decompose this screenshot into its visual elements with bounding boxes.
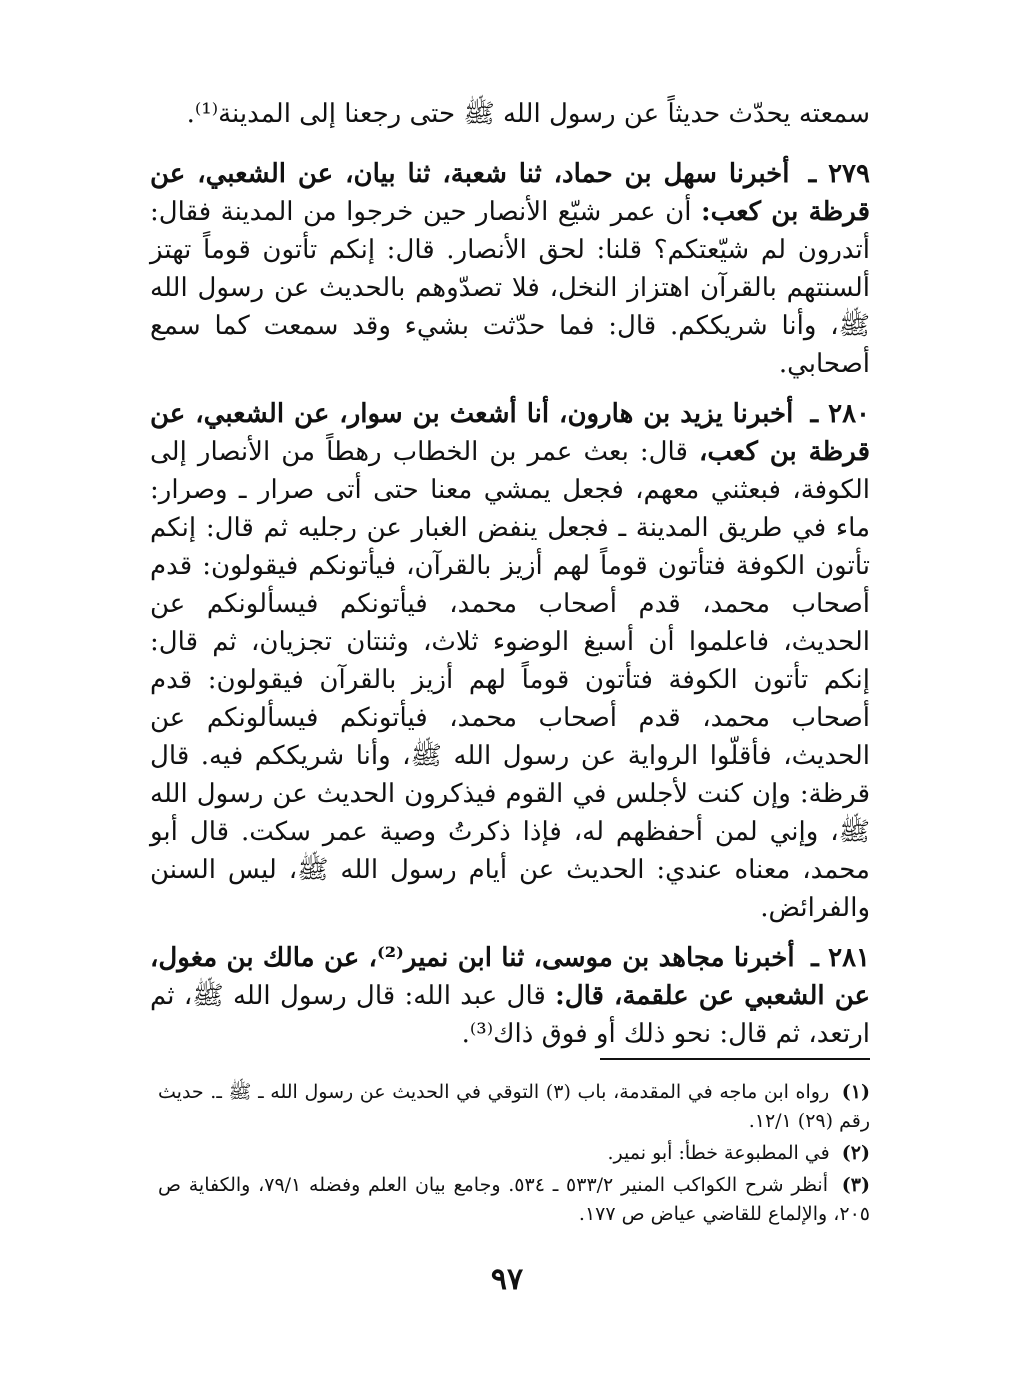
hadith-279 [150,155,870,383]
hadith-matn: أن عمر شيّع الأنصار حين خرجوا من المدينة فقال: أتدرون لم شيّعتكم؟ قلنا: لحق الأنصار. قال: إنكم تأتون قوماً تهتز ألسنتهم بالقرآن اهتزاز النخل، فلا تصدّوهم بالحديث عن رسول الله ﷺ، وأنا شريككم. قال: فما حدّثت بشيء وقد سمعت كما سمع أصحابي. [150,197,871,379]
hadith-isnad: أخبرنا يزيد بن هارون، أنا أشعث بن سوار، عن الشعبي، عن قرظة بن كعب، [150,399,870,467]
hadith-280 [150,395,870,927]
footnote-text: رواه ابن ماجه في المقدمة، باب (٣) التوقي في الحديث عن رسول الله ـ ﷺ ـ. حديث رقم (٢٩) ١٢/١. [158,1081,870,1132]
hadith-matn: قال: بعث عمر بن الخطاب رهطاً من الأنصار إلى الكوفة، فبعثني معهم، فجعل يمشي معنا حتى أتى صرار ـ وصرار: ماء في طريق المدينة ـ فجعل ينفض الغبار عن رجليه ثم قال: إنكم تأتون الكوفة فتأتون قوماً لهم أزيز بالقرآن، فيأتونكم فيقولون: قدم أصحاب محمد، قدم أصحاب محمد، فيأتونكم فيسألونكم عن الحديث، فاعلموا أن أسبغ الوضوء ثلاث، وثنتان تجزيان، ثم قال: إنكم تأتون الكوفة فتأتون قوماً لهم أزيز بالقرآن فيقولون: قدم أصحاب محمد، قدم أصحاب محمد، فيأتونكم فيسألونكم عن الحديث، فأقلّوا الرواية عن رسول الله ﷺ، وأنا شريككم فيه. قال قرظة: وإن كنت لأجلس في القوم فيذكرون الحديث عن رسول الله ﷺ، وإني لمن أحفظهم له، فإذا ذكرتُ وصية عمر سكت. قال أبو محمد، معناه عندي: الحديث عن أيام رسول الله ﷺ، ليس السنن والفرائض. [150,437,871,923]
footnote-text: في المطبوعة خطأ: أبو نمير. [607,1142,830,1164]
footnote-separator [600,1058,870,1060]
hadith-number: ٢٨٠ ـ [810,399,871,429]
page-number: ٩٧ [490,1262,524,1297]
footnote-2 [158,1139,870,1168]
footnote-3 [158,1171,870,1229]
hadith-number: ٢٧٩ ـ [808,159,870,189]
footnote-mark: (٣) [841,1174,870,1196]
main-text [150,95,870,1065]
footnote-mark: (٢) [841,1142,870,1164]
footnote-text: أنظر شرح الكواكب المنير ٥٣٣/٢ ـ ٥٣٤. وجامع بيان العلم وفضله ٧٩/١، والكفاية ص ٢٠٥، والإلماع للقاضي عياض ص ١٧٧. [158,1174,870,1225]
hadith-isnad: أخبرنا سهل بن حماد، ثنا شعبة، ثنا بيان، عن الشعبي، عن قرظة بن كعب: [150,159,871,227]
hadith-matn: قال عبد الله: قال رسول الله ﷺ، ثم ارتعد، ثم قال: نحو ذلك أو فوق ذاك⁽³⁾. [150,981,870,1049]
paragraph-continuation [150,95,870,133]
paragraph-text: سمعته يحدّث حديثاً عن رسول الله ﷺ حتى رجعنا إلى المدينة⁽¹⁾. [186,99,870,129]
hadith-number: ٢٨١ ـ [811,943,871,973]
hadith-isnad: أخبرنا مجاهد بن موسى، ثنا ابن نمير⁽²⁾، عن مالك بن مغول، عن الشعبي عن علقمة، قال: [150,943,870,1011]
hadith-281 [150,939,870,1053]
footnote-mark: (١) [841,1081,870,1103]
footnotes [158,1078,870,1232]
footnote-1 [158,1078,870,1136]
